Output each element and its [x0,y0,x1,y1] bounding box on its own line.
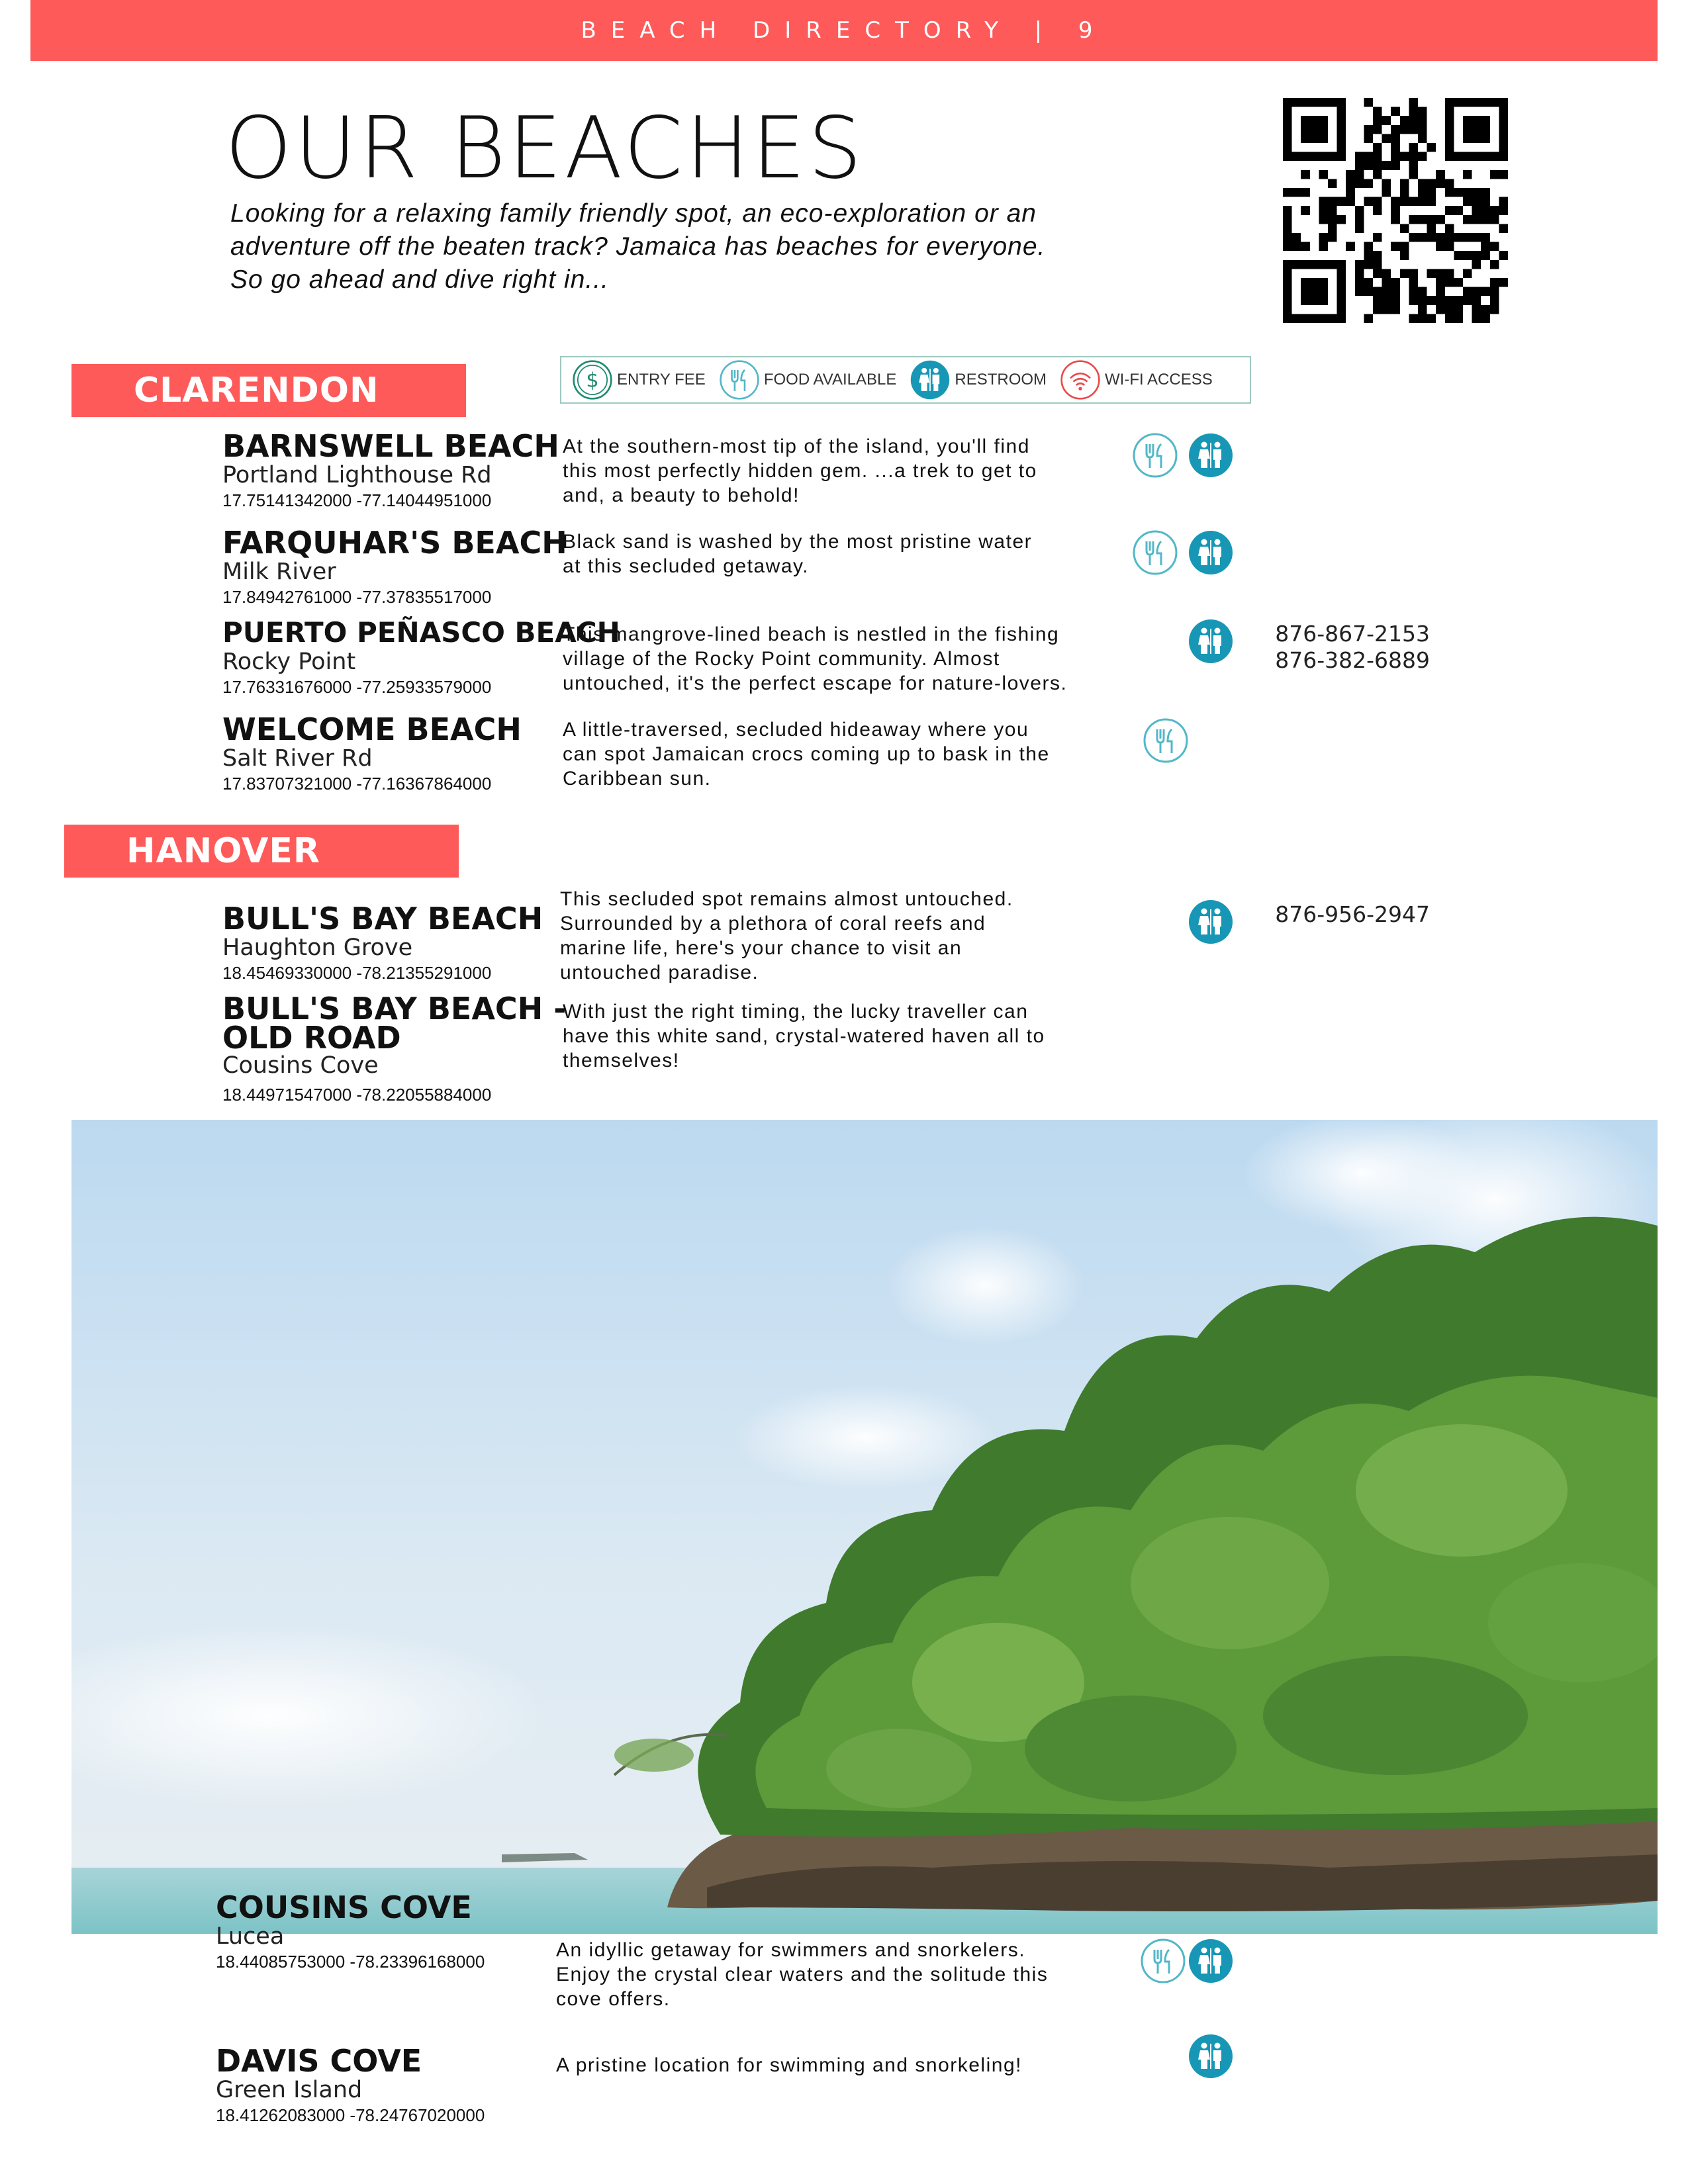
beach-coordinates: 17.84942761000 -77.37835517000 [222,587,492,607]
intro-line: adventure off the beaten track? Jamaica has beaches for everyone. [230,232,1046,261]
beach-location: Rocky Point [222,649,356,675]
phone-numbers [1258,621,1430,674]
restroom-icon [1188,432,1234,478]
beach-description: With just the right timing, the lucky traveller can have this white sand, crystal-watered haven all to themselves! [563,1001,1045,1071]
restroom-icon [1188,1938,1234,1984]
beach-name: WELCOME BEACH [222,711,522,747]
page-title: OUR BEACHES [225,99,865,198]
beach-location: Salt River Rd [222,745,373,772]
header-label: BEACH DIRECTORY | 9 [581,17,1107,44]
wifi-icon [1060,359,1101,400]
beach-photo [71,1120,1658,1934]
beach-location: Milk River [222,559,336,585]
beach-name: DAVIS COVE [216,2043,422,2079]
restroom-icon [1188,618,1234,664]
phone-number[interactable]: 876-382-6889 [1275,647,1430,673]
beach-coordinates: 18.44085753000 -78.23396168000 [216,1952,485,1972]
qr-code[interactable] [1283,98,1508,323]
beach-location: Green Island [216,2077,363,2103]
restroom-icon [910,359,951,400]
beach-name: FARQUHAR'S BEACH [222,525,567,561]
amenities-legend [560,356,1251,404]
beach-location: Cousins Cove [222,1052,379,1079]
beach-coordinates: 17.83707321000 -77.16367864000 [222,774,492,794]
beach-entry [222,713,522,796]
beach-entry [222,527,567,609]
intro-line: Looking for a relaxing family friendly spot, an eco-exploration or an [230,199,1037,228]
intro-text [230,197,1131,296]
beach-coordinates: 18.44971547000 -78.22055884000 [222,1085,492,1105]
beach-entry [222,903,543,985]
beach-name: BULL'S BAY BEACH [222,901,543,936]
food-icon [719,359,760,400]
legend-food: FOOD AVAILABLE [719,359,897,400]
entry-fee-icon [572,359,613,400]
beach-coordinates: 18.45469330000 -78.21355291000 [222,963,492,983]
beach-location: Haughton Grove [222,934,413,961]
beach-name: PUERTO PEÑASCO BEACH [222,616,620,649]
food-icon [1132,529,1178,576]
restroom-icon [1188,529,1234,576]
beach-location: Portland Lighthouse Rd [222,462,492,488]
beach-description: Black sand is washed by the most pristine water at this secluded getaway. [563,531,1033,577]
beach-coordinates: 17.76331676000 -77.25933579000 [222,677,492,697]
beach-entry [222,430,559,512]
beach-entry [222,991,567,1107]
phone-number[interactable]: 876-867-2153 [1275,621,1430,647]
phone-numbers [1258,901,1430,928]
beach-description: A little-traversed, secluded hideaway where you can spot Jamaican crocs coming up to bask in the Caribbean sun. [563,719,1050,790]
beach-name: BARNSWELL BEACH [222,428,559,464]
beach-description: This secluded spot remains almost untouched. Surrounded by a plethora of coral reefs and marine life, here's your chance to visit an untouched paradise. [560,888,1013,983]
legend-wifi: WI-FI ACCESS [1060,359,1213,400]
section-banner-clarendon [71,364,466,417]
beach-description: A pristine location for swimming and snorkeling! [556,2054,1022,2076]
section-title: HANOVER [126,831,320,871]
food-icon [1140,1938,1186,1984]
section-banner-hanover [64,825,459,878]
food-icon [1132,432,1178,478]
beach-coordinates: 17.75141342000 -77.14044951000 [222,490,492,510]
legend-entry-fee: ENTRY FEE [572,359,706,400]
section-title: CLARENDON [134,371,379,410]
intro-line: So go ahead and dive right in... [230,265,609,294]
legend-restroom: RESTROOM [910,359,1047,400]
restroom-icon [1188,899,1234,945]
beach-name: COUSINS COVE [216,1889,472,1925]
beach-name: OLD ROAD [222,1020,401,1056]
beach-location: Lucea [216,1923,285,1950]
beach-name: BULL'S BAY BEACH - [222,991,567,1026]
beach-entry [216,2045,485,2127]
beach-description: At the southern-most tip of the island, you'll find this most perfectly hidden gem. ...a trek to get to and, a beauty to behold! [563,435,1037,506]
food-icon [1143,717,1189,764]
beach-coordinates: 18.41262083000 -78.24767020000 [216,2105,485,2125]
beach-entry [216,1891,485,1974]
header-bar [30,0,1658,61]
beach-description: An idyllic getaway for swimmers and snorkelers. Enjoy the crystal clear waters and the solitude this cove offers. [556,1939,1049,2010]
restroom-icon [1188,2033,1234,2079]
beach-description: This mangrove-lined beach is nestled in the fishing village of the Rocky Point community. Almost untouched, it's the perfect escape for nature-lovers. [563,623,1068,694]
phone-number[interactable]: 876-956-2947 [1275,901,1430,927]
beach-entry [222,617,620,699]
